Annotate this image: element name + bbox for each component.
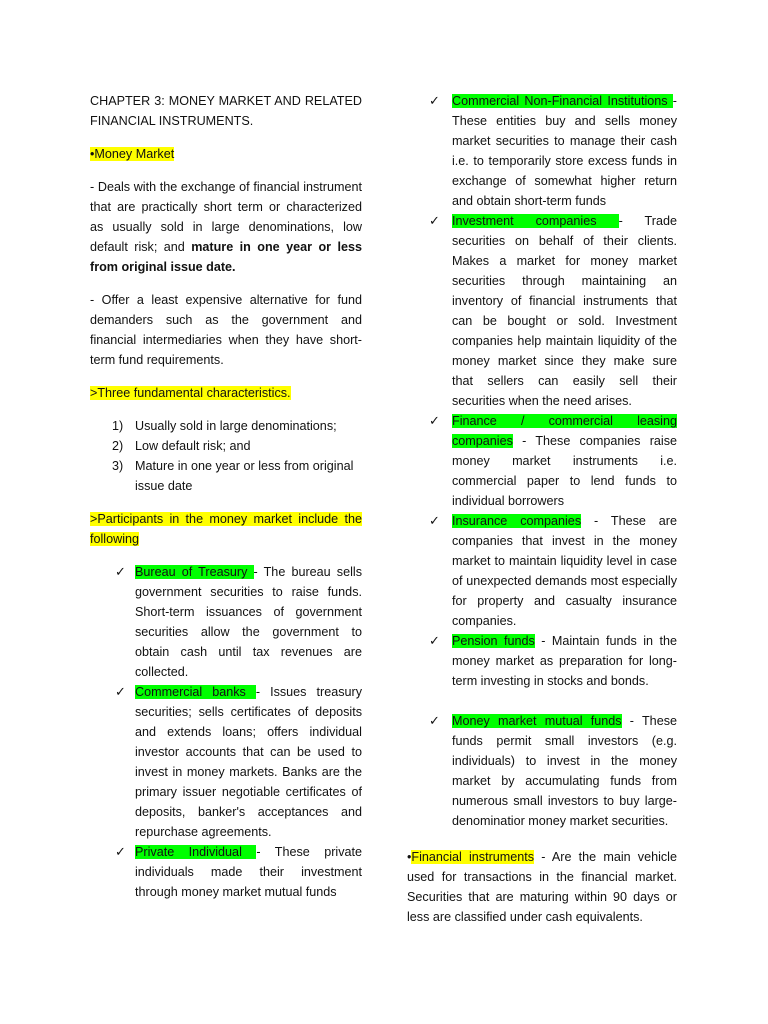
characteristic-text: Low default risk; and bbox=[135, 439, 251, 453]
characteristic-item bbox=[90, 456, 362, 496]
participant-item bbox=[407, 511, 677, 631]
participants-heading bbox=[90, 509, 362, 549]
money-market-alternative-paragraph: - Offer a least expensive alternative for fund demanders such as the government and financial intermediaries when they have short-term fund requirements. bbox=[90, 293, 362, 367]
participant-description: - These entities buy and sells money market securities to manage their cash i.e. to temporarily store excess funds in exchange of somewhat higher return and obtain short-term funds bbox=[452, 94, 677, 208]
participant-term: Private Individual bbox=[135, 845, 257, 859]
participant-item bbox=[407, 91, 677, 211]
participant-description: - Trade securities on behalf of their clients. Makes a market for money market securities through maintaining an inventory of financial instruments that can be bought or sold. Investment companies help maintain liquidity of the money market since they make sure that sellers can easily sell their securities when the need arises. bbox=[452, 214, 677, 408]
chapter-title: CHAPTER 3: MONEY MARKET AND RELATED FINANCIAL INSTRUMENTS. bbox=[90, 94, 362, 128]
checkmark-icon: ✓ bbox=[429, 93, 440, 108]
participant-term: Investment companies bbox=[452, 214, 619, 228]
list-number: 2) bbox=[112, 439, 124, 453]
participants-list-left bbox=[90, 562, 362, 902]
participant-description: - Maintain funds in the money market as preparation for long-term investing in stocks and bonds. bbox=[452, 634, 677, 688]
characteristics-heading bbox=[90, 383, 362, 403]
characteristics-list bbox=[90, 416, 362, 496]
money-market-heading bbox=[90, 144, 362, 164]
financial-instruments-description: - Are the main vehicle used for transactions in the financial market. Securities that are maturing within 90 days or less are classified under cash equivalents. bbox=[407, 850, 677, 924]
participant-item bbox=[407, 711, 677, 831]
participant-term: Money market mutual funds bbox=[452, 714, 622, 728]
participants-list-right bbox=[407, 91, 677, 831]
characteristic-item bbox=[90, 416, 362, 436]
participant-description: - These are companies that invest in the money market to maintain liquidity level in case of unexpected demands most especially for property and casualty insurance companies. bbox=[452, 514, 677, 628]
participant-description: - These funds permit small investors (e.g. individuals) to invest in the money market by accumulating funds from numerous small investors to buy large-denominatior money market securities. bbox=[452, 714, 677, 828]
checkmark-icon: ✓ bbox=[429, 413, 440, 428]
definition-bold-text: mature in one year or less from original issue date. bbox=[90, 240, 362, 274]
list-number: 3) bbox=[112, 459, 124, 473]
participant-term: Commercial banks bbox=[135, 685, 256, 699]
participant-term: Pension funds bbox=[452, 634, 535, 648]
participant-term: Insurance companies bbox=[452, 514, 582, 528]
checkmark-icon: ✓ bbox=[115, 684, 126, 699]
characteristic-text: Usually sold in large denominations; bbox=[135, 419, 337, 433]
participant-item bbox=[407, 211, 677, 411]
right-column bbox=[407, 91, 677, 927]
financial-instruments-paragraph bbox=[407, 847, 677, 927]
participant-description: - These companies raise money market instruments i.e. commercial paper to lend funds to individual borrowers bbox=[452, 434, 677, 508]
participant-term: Bureau of Treasury bbox=[135, 565, 254, 579]
checkmark-icon: ✓ bbox=[429, 513, 440, 528]
participant-item bbox=[407, 631, 677, 691]
participants-heading-text: >Participants in the money market include the following bbox=[90, 512, 362, 546]
characteristics-heading-text: >Three fundamental characteristics. bbox=[90, 386, 291, 400]
participant-description: - The bureau sells government securities to raise funds. Short-term issuances of government securities allow the government to obtain cash until tax revenues are collected. bbox=[135, 565, 362, 679]
characteristic-item bbox=[90, 436, 362, 456]
checkmark-icon: ✓ bbox=[429, 713, 440, 728]
participant-item bbox=[407, 411, 677, 511]
left-column bbox=[90, 91, 362, 902]
characteristic-text: Mature in one year or less from original issue date bbox=[135, 459, 354, 493]
participant-item bbox=[90, 682, 362, 842]
participant-item bbox=[90, 842, 362, 902]
participant-term: Commercial Non-Financial Institutions bbox=[452, 94, 673, 108]
financial-instruments-term: Financial instruments bbox=[411, 850, 535, 864]
list-number: 1) bbox=[112, 419, 124, 433]
money-market-definition bbox=[90, 177, 362, 277]
participant-description: - Issues treasury securities; sells certificates of deposits and extends loans; offers individual investor accounts that can be used to invest in money markets. Banks are the primary issuer negotiable certificates of deposits, banker's acceptances and repurchase agreements. bbox=[135, 685, 362, 839]
definition-text: - Deals with the exchange of financial instrument that are practically short term or characterized as usually sold in large denominations, low default risk; and bbox=[90, 180, 362, 254]
checkmark-icon: ✓ bbox=[115, 564, 126, 579]
checkmark-icon: ✓ bbox=[115, 844, 126, 859]
money-market-heading-text: •Money Market bbox=[90, 147, 175, 161]
participant-item bbox=[90, 562, 362, 682]
bullet: • bbox=[407, 850, 412, 864]
checkmark-icon: ✓ bbox=[429, 633, 440, 648]
participant-description: - These private individuals made their investment through money market mutual funds bbox=[135, 845, 363, 899]
checkmark-icon: ✓ bbox=[429, 213, 440, 228]
participant-term: Finance / commercial leasing companies bbox=[452, 414, 677, 448]
